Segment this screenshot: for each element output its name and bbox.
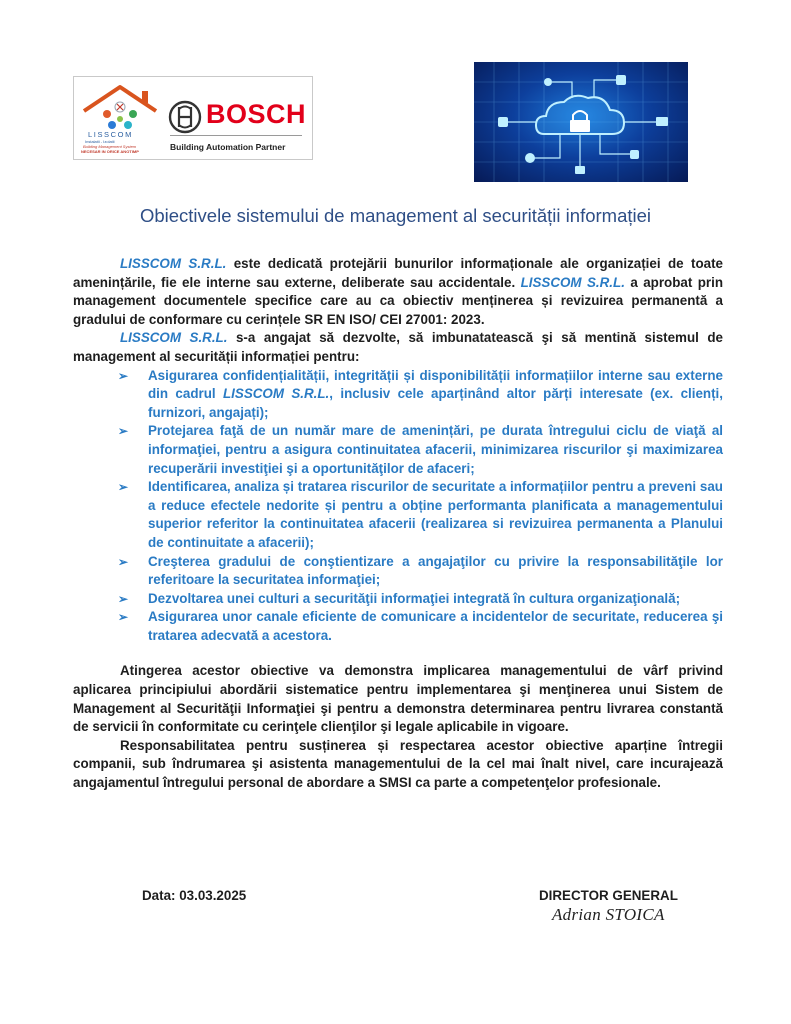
objective-text: , inclusiv cele aparținând altor părți interesate (ex. clienți, furnizori, angajați); — [148, 386, 724, 420]
arrow-bullet-icon: ➢ — [118, 368, 129, 383]
bosch-subtitle: Building Automation Partner — [170, 142, 286, 152]
bosch-emblem-icon — [168, 100, 202, 134]
page-title: Obiectivele sistemului de management al securității informației — [139, 205, 652, 226]
list-item — [73, 553, 723, 590]
arrow-bullet-icon: ➢ — [118, 610, 129, 625]
paragraph-scope — [73, 329, 723, 366]
objective-text: Identificarea, analiza și tratarea riscurilor de securitate a informațiilor pentru a preveni sau a reduce efectele nedorite și pentru a obține performanta planificata a managementului superior referitor la continuitatea afacerii (realizarea si revizuirea permanenta a Planului de continuitate a afacerii); — [148, 479, 723, 550]
document-body — [73, 255, 723, 793]
paragraph-text: a aprobat prin management documentele specifice care au ca obiectiv menținerea și revizuirea permanentă a gradului de conformare cu cerințele SR EN ISO/ CEI 27001: 2023. — [73, 274, 723, 327]
company-name: LISSCOM S.R.L. — [120, 256, 227, 271]
lisscom-tagline-2: Building Management System — [83, 144, 137, 149]
paragraph-text: s-a angajat să dezvolte, să imbunatatească şi să mentină sistemul de management al securității informației pentru: — [73, 330, 723, 364]
objective-text: Asigurarea confidențialității, integrității și disponibilității informațiilor interne sau externe din cadrul — [148, 367, 723, 402]
objective-text: Dezvoltarea unei culturi a securităţii informaţiei integrată în cultura organizaţională; — [148, 590, 681, 606]
list-item — [73, 590, 723, 609]
arrow-bullet-icon: ➢ — [118, 591, 129, 606]
list-item — [73, 608, 723, 645]
arrow-bullet-icon: ➢ — [118, 480, 129, 495]
arrow-bullet-icon: ➢ — [118, 424, 129, 439]
cloud-security-image — [474, 62, 688, 182]
signatory-role: DIRECTOR GENERAL — [539, 888, 678, 903]
bosch-wordmark: BOSCH — [206, 99, 307, 129]
signature: Adrian STOICA — [552, 905, 665, 924]
lisscom-tagline-3: NECESAR IN ORICE ANOTIMP — [81, 149, 139, 154]
list-item — [73, 478, 723, 552]
company-name: LISSCOM S.R.L. — [520, 274, 625, 290]
lisscom-brand-name: LISSCOM — [88, 130, 133, 139]
list-item — [73, 422, 723, 478]
spacer — [73, 645, 723, 662]
paragraph-commitment — [73, 255, 723, 329]
paragraph-management-commitment: Atingerea acestor obiective va demonstra implicarea managementului de vârf privind aplicarea principiului abordării sistematice pentru implementarea şi menţinerea unui Sistem de Management al Securităţii Informaţiei şi pentru a demonstra determinarea pentru livrarea constantă de servicii în conformitate cu cerinţele clienţilor şi legale aplicabile in vigoare. — [73, 663, 723, 735]
objective-text: Asigurarea unor canale eficiente de comunicare a incidentelor de securitate, reducerea şi tratarea adecvată a acestora. — [148, 609, 723, 643]
objective-text: Protejarea faţă de un număr mare de amenințări, pe durata întregului ciclu de viaţă al informaţiei, pentru a asigura continuitatea afacerii, minimizarea riscurilor şi maximizarea recuperării investiţiei şi a oportunităţilor de afaceri; — [148, 423, 723, 476]
paragraph-responsibility: Responsabilitatea pentru susținerea și respectarea acestor obiective aparține întregii companii, sub îndrumarea şi asistenta managementului de la cel mai înalt nivel, care incurajează angajamentul întregului personal de abordare a SMSI ca parte a competenţelor profesionale. — [73, 737, 723, 791]
document-date: Data: 03.03.2025 — [142, 888, 247, 903]
lisscom-tagline: Instalatii - Izolatii — [85, 139, 115, 144]
objective-text: Creşterea gradului de conştientizare a angajaţilor cu privire la responsabilităţile lor referitoare la securitatea informaţiei; — [148, 553, 723, 588]
company-name: LISSCOM S.R.L. — [222, 386, 330, 402]
bosch-divider — [170, 135, 302, 136]
company-name: LISSCOM S.R.L. — [120, 330, 228, 346]
paragraph-text: este dedicată protejării bunurilor informaționale ale organizației de toate amenințările, fie ele interne sau externe, deliberate sau accidentale. — [73, 256, 723, 290]
cloud-network-icon — [474, 62, 688, 182]
partner-logo-panel — [73, 76, 313, 160]
arrow-bullet-icon: ➢ — [118, 554, 129, 569]
objectives-list — [73, 367, 723, 646]
list-item — [73, 367, 723, 423]
